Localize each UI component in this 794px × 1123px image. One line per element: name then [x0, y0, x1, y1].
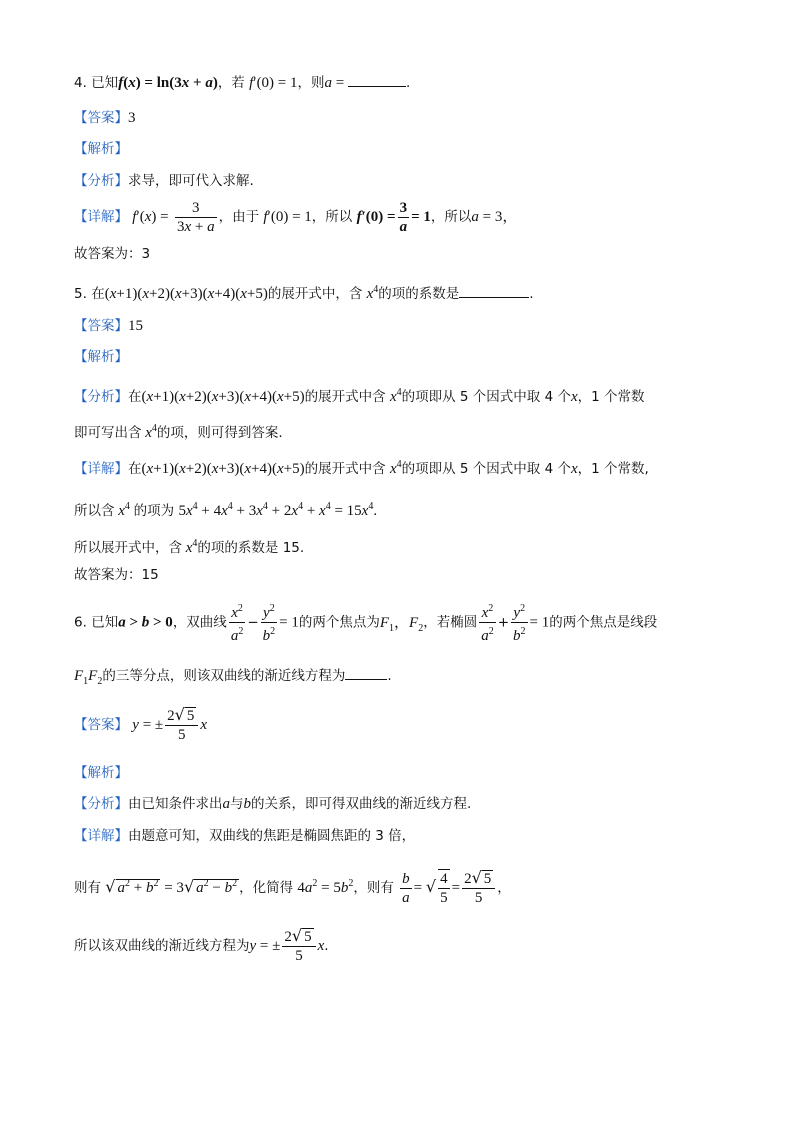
- q5-answer: 15: [128, 318, 143, 334]
- q5-expression: (x+1)(x+2)(x+3)(x+4)(x+5): [104, 286, 268, 302]
- q6-answer-line: 【答案】 y = ± $\frac{2√ 5}{5}$ x: [74, 705, 208, 743]
- q4-analysis-tag: 【解析】: [74, 141, 128, 157]
- q5-detail: 【详解】在(x+1)(x+2)(x+3)(x+4)(x+5)的展开式中含 $x^4$的项即从 5 个因式中取 4 个x，1 个常数,: [74, 459, 649, 477]
- q4-function: f(x) = ln(3x + a): [118, 75, 218, 91]
- q4-summary: 故答案为：3: [74, 246, 151, 262]
- q5-answer-line: 【答案】15: [74, 318, 143, 334]
- q6-detail-3: 所以该双曲线的渐近线方程为y = ± $\frac{2√ 5}{5}$ x.: [74, 926, 329, 964]
- q5-analysis-tag: 【解析】: [74, 349, 128, 365]
- q6-stem: 6. 已知a > b > 0，双曲线 $\frac{x^2}{a^2}$ − $\frac{y^2}{b^2}$ = 1的两个焦点为$F_1$，$F_2$，若椭圆 $\frac{x^2}{a^2}$ + $\frac{y^2}{b^2}$ = 1的两个焦点是线段: [74, 600, 657, 649]
- q4-stem: 4. 已知f(x) = ln(3x + a)，若 f′(0) = 1，则a = .: [74, 72, 410, 93]
- q5-summary: 故答案为：15: [74, 567, 159, 583]
- q4-answer: 3: [128, 110, 136, 126]
- q6-detail-2: 则有 √ $a^2 + b^2 = 3√$ $a^2 - b^2$ ，化简得 $4a^2 = 5b^2$，则有 $\frac{b}{a}$ = √ $\frac{4}{5}$ = $\frac{2√ 5}{5}$ ，: [74, 868, 511, 906]
- q6-answer-blank: [345, 665, 387, 680]
- q6-answer: y = ±: [132, 717, 164, 733]
- q5-fenxi: 【分析】在(x+1)(x+2)(x+3)(x+4)(x+5)的展开式中含 $x^4$的项即从 5 个因式中取 4 个x，1 个常数: [74, 387, 645, 405]
- q5-detail-3: 所以展开式中，含 $x^4$的项的系数是 15.: [74, 538, 305, 556]
- q5-answer-blank: [459, 283, 529, 298]
- q6-stem-2: $F_1F_2$的三等分点，则该双曲线的渐近线方程为 .: [74, 665, 392, 692]
- answer-tag: 【答案】: [74, 110, 128, 126]
- q4-answer-line: [74, 108, 136, 128]
- q5-sum: $5x^4 + 4x^4 + 3x^4 + 2x^4 + x^4 = 15x^4$.: [178, 501, 378, 519]
- q4-given: 已知: [91, 75, 119, 91]
- q4-derivative-fraction: $\frac{3}{3x + a}$: [176, 199, 215, 235]
- q6-analysis-tag: 【解析】: [74, 765, 128, 781]
- q4-number: 4.: [74, 75, 87, 91]
- q4-answer-blank: [348, 72, 406, 87]
- q4-condition: f′(0) = 1: [249, 75, 298, 91]
- q4-detail: 【详解】 f′(x) = $\frac{3}{3x + a}$ ，由于 f′(0) = 1，所以 f′(0) = $\frac{3}{a}$ = 1，所以a = 3，: [74, 199, 518, 235]
- q5-detail-2: 所以含 $x^4$ 的项为 $5x^4 + 4x^4 + 3x^4 + 2x^4 + x^4 = 15x^4$.: [74, 501, 378, 519]
- q6-detail: 【详解】由题意可知，双曲线的焦距是椭圆焦距的 3 倍，: [74, 828, 416, 844]
- q5-stem: 5. 在(x+1)(x+2)(x+3)(x+4)(x+5)的展开式中，含 $x^4$的项的系数是 .: [74, 284, 534, 302]
- q4-fenxi: 【分析】求导，即可代入求解.: [74, 173, 254, 189]
- q5-fenxi-2: 即可写出含 $x^4$的项，则可得到答案.: [74, 423, 283, 441]
- q6-fenxi: 【分析】由已知条件求出a与b的关系，即可得双曲线的渐近线方程.: [74, 796, 472, 812]
